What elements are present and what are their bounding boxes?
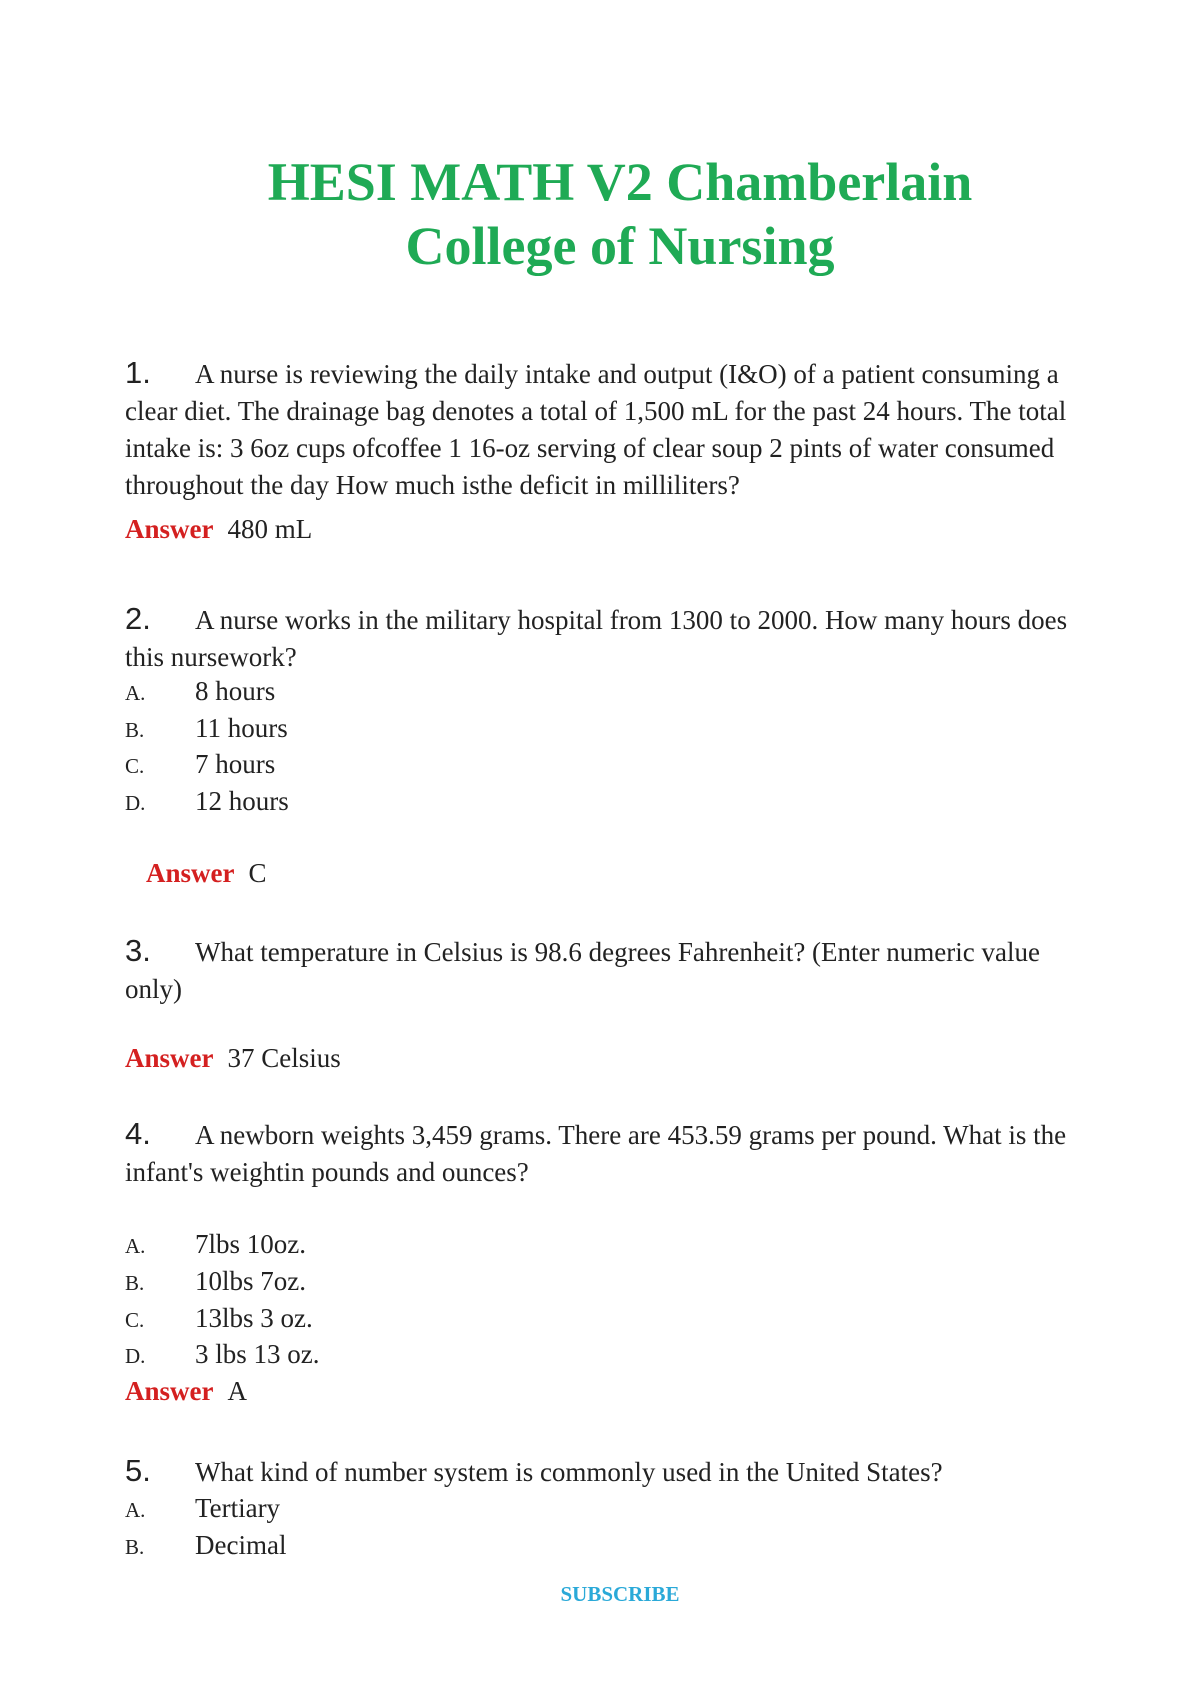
answer-4 xyxy=(125,1373,247,1410)
answer-label: Answer xyxy=(125,514,214,544)
question-1 xyxy=(125,354,1085,504)
question-text-continued: only) xyxy=(125,974,182,1004)
question-number: 1. xyxy=(125,355,151,390)
option-letter: D. xyxy=(125,791,146,815)
question-2 xyxy=(125,600,1085,676)
option-a xyxy=(125,673,275,712)
option-text: 7lbs 10oz. xyxy=(195,1229,306,1259)
option-letter: A. xyxy=(125,1498,146,1522)
question-text: A newborn weights 3,459 grams. There are 453.59 grams per pound. What is the xyxy=(195,1120,1067,1150)
option-d xyxy=(125,1336,320,1375)
option-b xyxy=(125,1263,306,1302)
answer-label: Answer xyxy=(125,1043,214,1073)
option-d xyxy=(125,783,289,822)
option-text: 11 hours xyxy=(195,713,288,743)
question-number: 4. xyxy=(125,1116,151,1151)
question-text: A nurse is reviewing the daily intake and output (I&O) of a patient consuming a xyxy=(195,359,1059,389)
option-text: 12 hours xyxy=(195,786,289,816)
option-letter: A. xyxy=(125,681,146,705)
option-b xyxy=(125,710,288,749)
option-letter: B. xyxy=(125,1535,145,1559)
subscribe-link[interactable]: SUBSCRIBE xyxy=(560,1582,680,1606)
answer-value: C xyxy=(248,858,267,888)
question-3 xyxy=(125,932,1085,1008)
option-letter: B. xyxy=(125,1271,145,1295)
answer-1 xyxy=(125,511,312,548)
question-text: What kind of number system is commonly used in the United States? xyxy=(195,1457,943,1487)
option-b xyxy=(125,1527,286,1566)
question-number: 3. xyxy=(125,933,151,968)
option-c xyxy=(125,1300,313,1339)
question-number: 5. xyxy=(125,1453,151,1488)
document-title-line2: College of Nursing xyxy=(405,216,835,276)
option-a xyxy=(125,1226,306,1265)
answer-label: Answer xyxy=(125,1376,214,1406)
question-text-continued: clear diet. The drainage bag denotes a total of 1,500 mL for the past 24 hours. The total intake is: 3 6oz cups ofcoffee 1 16-oz serving of clear soup 2 pints of water consumed throughout the day How much isthe deficit in milliliters? xyxy=(125,396,1067,500)
answer-value: 37 Celsius xyxy=(227,1043,341,1073)
option-text: Tertiary xyxy=(195,1493,281,1523)
option-letter: A. xyxy=(125,1234,146,1258)
answer-value: 480 mL xyxy=(227,514,313,544)
question-text-continued: this nursework? xyxy=(125,642,297,672)
option-text: Decimal xyxy=(195,1530,287,1560)
question-4 xyxy=(125,1115,1085,1191)
question-text: What temperature in Celsius is 98.6 degrees Fahrenheit? (Enter numeric value xyxy=(195,937,1040,967)
option-c xyxy=(125,746,275,785)
question-text: A nurse works in the military hospital from 1300 to 2000. How many hours does xyxy=(195,605,1068,635)
option-letter: B. xyxy=(125,718,145,742)
question-5 xyxy=(125,1452,1085,1491)
question-text-continued: infant's weightin pounds and ounces? xyxy=(125,1157,529,1187)
option-text: 3 lbs 13 oz. xyxy=(195,1339,320,1369)
option-letter: C. xyxy=(125,1308,145,1332)
question-number: 2. xyxy=(125,601,151,636)
answer-2 xyxy=(146,855,267,892)
option-text: 7 hours xyxy=(195,749,276,779)
option-a xyxy=(125,1490,280,1529)
option-letter: D. xyxy=(125,1344,146,1368)
answer-label: Answer xyxy=(146,858,235,888)
option-text: 13lbs 3 oz. xyxy=(195,1303,313,1333)
option-letter: C. xyxy=(125,754,145,778)
answer-3 xyxy=(125,1040,341,1077)
option-text: 10lbs 7oz. xyxy=(195,1266,306,1296)
option-text: 8 hours xyxy=(195,676,276,706)
answer-value: A xyxy=(227,1376,247,1406)
document-title-line1: HESI MATH V2 Chamberlain xyxy=(267,152,973,212)
